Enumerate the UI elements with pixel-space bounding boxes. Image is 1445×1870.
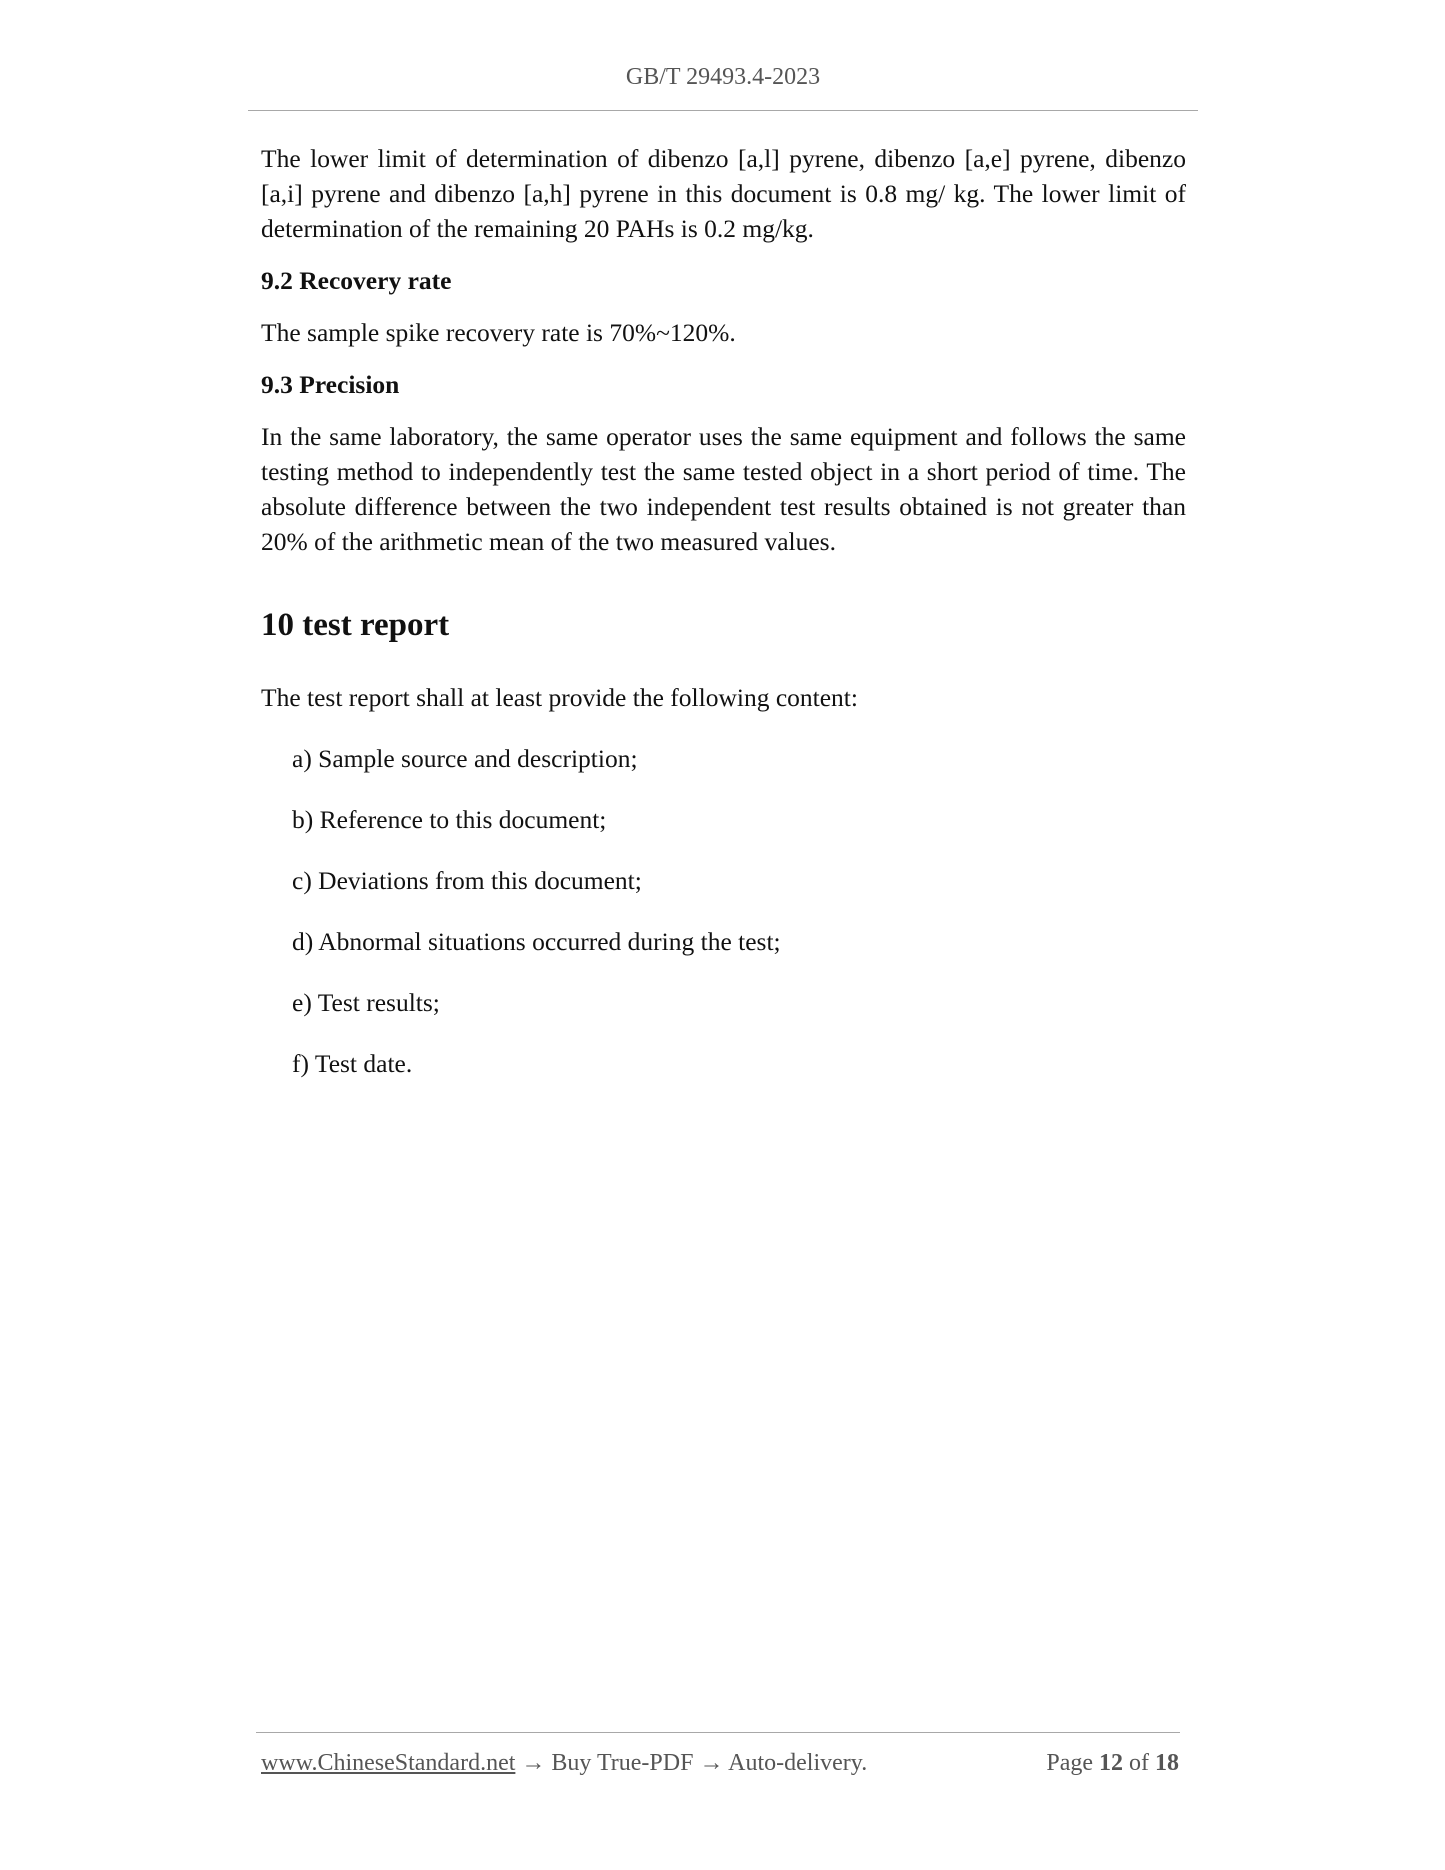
arrow-icon: → [699,1750,724,1776]
header-divider [248,110,1198,111]
total-pages: 18 [1155,1750,1179,1776]
page-content [261,141,1186,1081]
website-link[interactable]: www.ChineseStandard.net [261,1750,516,1776]
test-report-intro: The test report shall at least provide the following content: [261,683,858,712]
precision-heading: 9.3 Precision [261,370,400,399]
footer-promo [261,1750,867,1777]
of-label: of [1129,1750,1149,1776]
buy-true-pdf-text: Buy True-PDF [551,1750,694,1776]
list-item: e) Test results; [292,988,440,1017]
list-item: c) Deviations from this document; [292,866,642,895]
page-number: 12 [1099,1750,1123,1776]
list-item: a) Sample source and description; [292,744,638,773]
document-code-header: GB/T 29493.4-2023 [625,64,821,90]
arrow-icon: → [521,1750,546,1776]
list-item: f) Test date. [292,1049,413,1078]
test-report-heading: 10 test report [261,607,450,643]
auto-delivery-text: Auto-delivery. [728,1750,868,1776]
footer-divider [256,1732,1180,1733]
recovery-rate-text: The sample spike recovery rate is 70%~120%. [261,318,736,347]
list-item: b) Reference to this document; [292,805,607,834]
recovery-rate-heading: 9.2 Recovery rate [261,266,452,295]
list-item: d) Abnormal situations occurred during the test; [292,927,781,956]
intro-paragraph: The lower limit of determination of dibenzo [a,l] pyrene, dibenzo [a,e] pyrene, dibenzo [a,i] pyrene and dibenzo [a,h] pyrene in this document is 0.8 mg/ kg. The lower limit of determination of the remaining 20 PAHs is 0.2 mg/kg. [261,144,1186,243]
page-label: Page [1046,1750,1093,1776]
page-indicator [1046,1750,1179,1777]
precision-text: In the same laboratory, the same operator uses the same equipment and follows the same testing method to independently test the same tested object in a short period of time. The absolute difference between the two independent test results obtained is not greater than 20% of the arithmetic mean of the two measured values. [261,422,1186,556]
